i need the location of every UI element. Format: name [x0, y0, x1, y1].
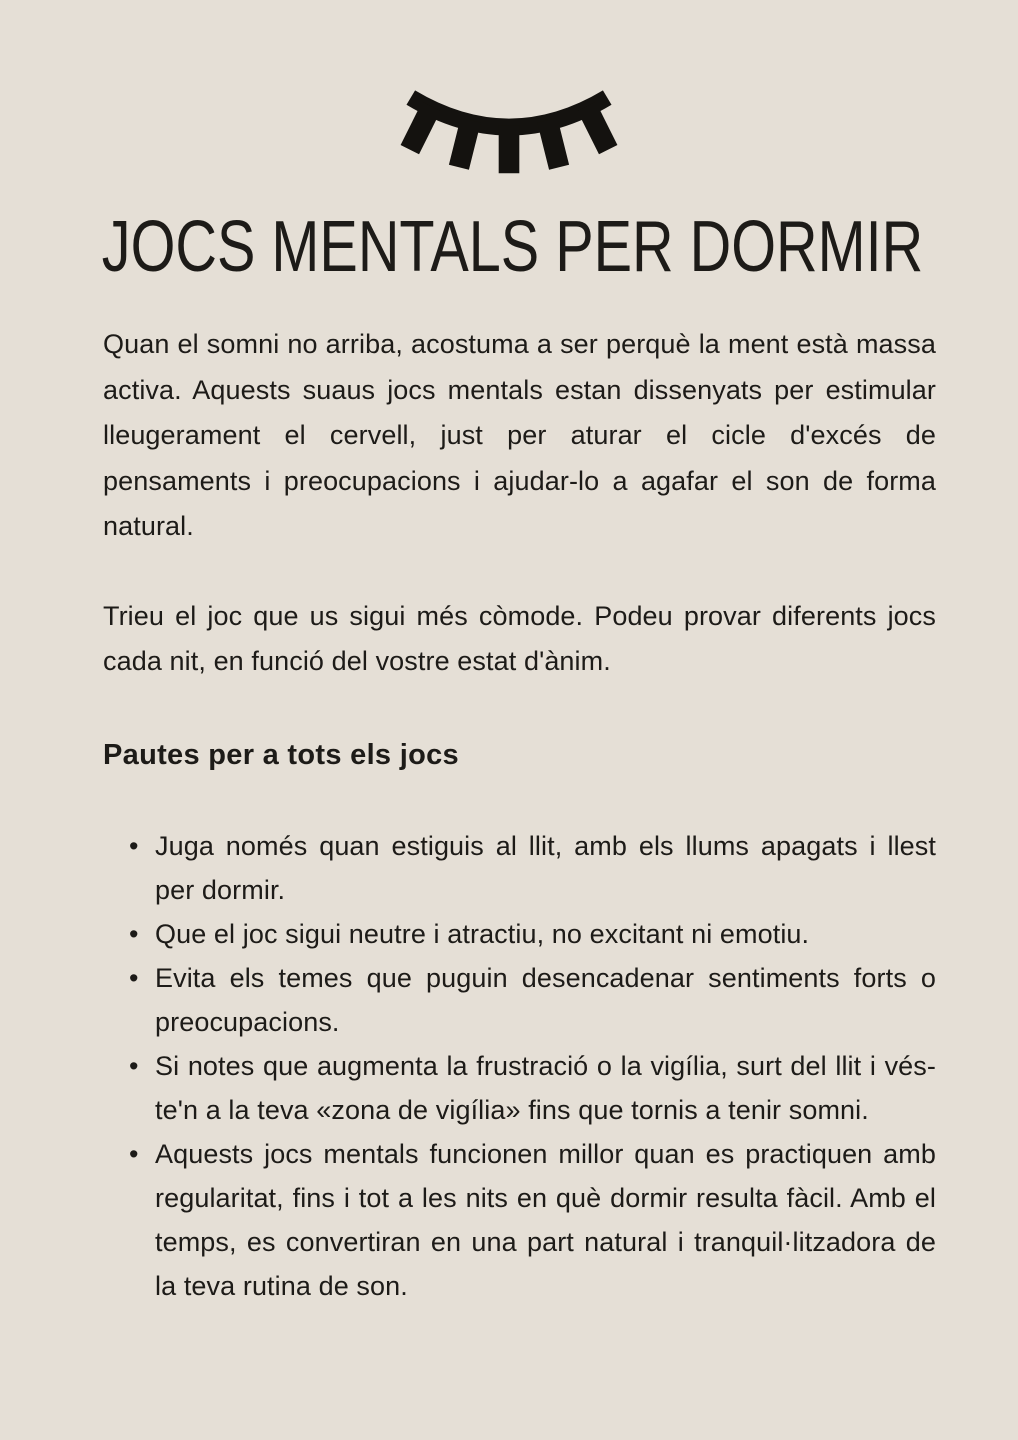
icon-container	[0, 0, 1018, 184]
list-item: • Evita els temes que puguin desencadenar sentiments forts o preocupacions.	[103, 956, 936, 1044]
content-column	[0, 322, 1018, 1308]
closed-eye-lashes-icon	[391, 74, 627, 184]
page-title: JOCS MENTALS PER DORMIR	[101, 207, 924, 287]
choose-game-paragraph: Trieu el joc que us sigui més còmode. Podeu provar diferents jocs cada nit, en funció del vostre estat d'ànim.	[103, 600, 936, 676]
list-item: • Juga només quan estiguis al llit, amb els llums apagats i llest per dormir.	[103, 824, 936, 912]
list-item: • Aquests jocs mentals funcionen millor quan es practiquen amb regularitat, fins i tot a les nits en què dormir resulta fàcil. Amb el temps, es convertiran en una part natural i tranquil·litzadora de la teva rutina de son.	[103, 1132, 936, 1308]
intro-paragraph: Quan el somni no arriba, acostuma a ser perquè la ment està massa activa. Aquests suaus jocs mentals estan dissenyats per estimular lleugerament el cervell, just per aturar el cicle d'excés de pensaments i preocupacions i ajudar-lo a agafar el son de forma natural.	[103, 329, 936, 541]
list-item: • Que el joc sigui neutre i atractiu, no excitant ni emotiu.	[103, 912, 936, 956]
guidelines-list	[103, 824, 936, 1308]
section-heading: Pautes per a tots els jocs	[103, 738, 459, 771]
list-item: • Si notes que augmenta la frustració o la vigília, surt del llit i vés-te'n a la teva «zona de vigília» fins que tornis a tenir somni.	[103, 1044, 936, 1132]
